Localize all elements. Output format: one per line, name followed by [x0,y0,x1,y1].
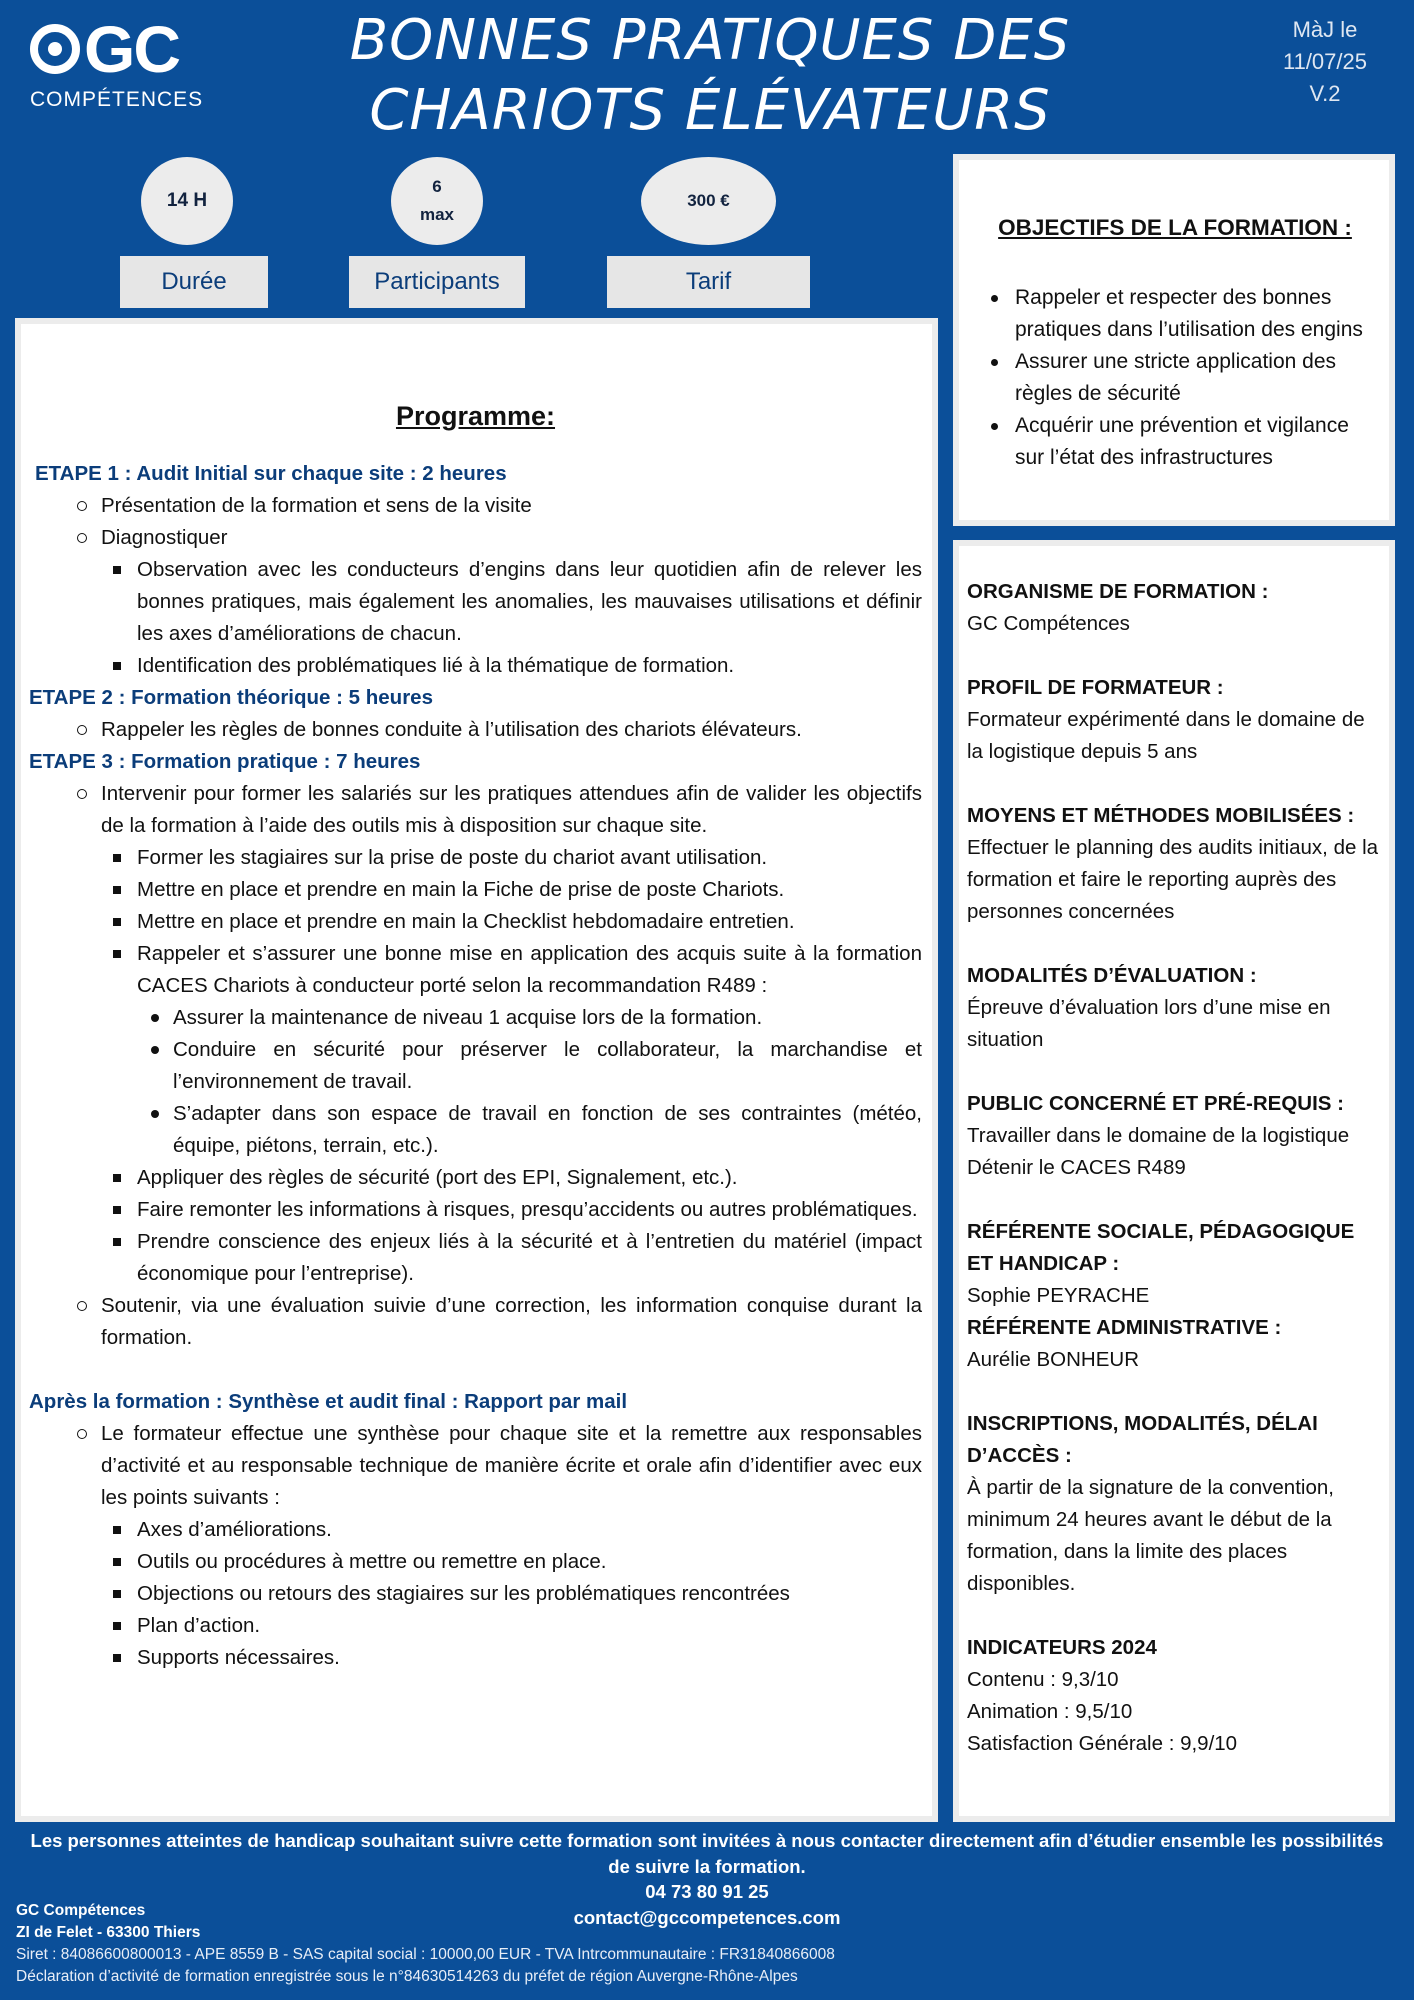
objectifs-panel [953,154,1395,526]
list-item: S’adapter dans son espace de travail en fonction de ses contraintes (météo, équipe, piétons, terrain, etc.). [173,1098,922,1162]
info-panel [953,540,1395,1822]
list-item: Intervenir pour former les salariés sur les pratiques attendues afin de valider les objectifs de la formation à l’aide des outils mis à disposition sur chaque site. [101,778,922,842]
public-heading: PUBLIC CONCERNÉ ET PRÉ-REQUIS : [967,1092,1344,1115]
referente-admin-value: Aurélie BONHEUR [967,1348,1140,1371]
programme-panel [15,318,938,1822]
list-item: Le formateur effectue une synthèse pour chaque site et la remettre aux responsables d’activité et au responsable technique de manière écrite et orale afin d’identifier avec eux les points suivants : [101,1418,922,1514]
list-item: Soutenir, via une évaluation suivie d’une correction, les information conquise durant la formation. [101,1290,922,1354]
list-item: Mettre en place et prendre en main la Fiche de prise de poste Chariots. [137,874,922,906]
etape-3-list [29,778,922,1354]
title-line-1: BONNES PRATIQUES DES [349,8,1071,73]
list-item: Objections ou retours des stagiaires sur les problématiques rencontrées [137,1578,922,1610]
price-badge [641,157,776,245]
indicateurs-heading: INDICATEURS 2024 [967,1636,1157,1659]
list-item: Observation avec les conducteurs d’engins dans leur quotidien afin de relever les bonnes pratiques, mais également les anomalies, les mauvaises utilisations et définir les axes d’améliorations de chacun. [137,554,922,650]
referente-value: Sophie PEYRACHE [967,1284,1150,1307]
price-value: 300 € [687,191,730,210]
etape-2-heading: ETAPE 2 : Formation théorique : 5 heures [29,686,433,709]
list-item: Supports nécessaires. [137,1642,922,1674]
list-item: Outils ou procédures à mettre ou remettre en place. [137,1546,922,1578]
participants-badge [391,157,483,245]
objectifs-list [971,282,1379,474]
indicateur-contenu: Contenu : 9,3/10 [967,1668,1119,1691]
profil-value: Formateur expérimenté dans le domaine de la logistique depuis 5 ans [967,708,1365,763]
participants-value: 6 [432,177,442,196]
moyens-heading: MOYENS ET MÉTHODES MOBILISÉES : [967,804,1355,827]
company-logo [30,12,220,116]
duration-value: 14 H [166,190,208,211]
footer-legal [16,1900,835,1988]
objectifs-title: OBJECTIFS DE LA FORMATION : [998,215,1352,240]
list-item: Identification des problématiques lié à la thématique de formation. [137,650,922,682]
company-name: GC Compétences [16,1902,146,1919]
contact-email[interactable]: contact@gccompetences.com [573,1906,841,1928]
footer [0,1828,1414,1985]
list-item: Présentation de la formation et sens de la visite [101,490,922,522]
org-heading: ORGANISME DE FORMATION : [967,580,1269,603]
list-item: Conduire en sécurité pour préserver le collaborateur, la marchandise et l’environnement de travail. [173,1034,922,1098]
company-address: ZI de Felet - 63300 Thiers [16,1924,201,1941]
list-item: Axes d’améliorations. [137,1514,922,1546]
moyens-value: Effectuer le planning des audits initiaux, de la formation et faire le reporting auprès des personnes concernées [967,836,1379,923]
legal-info: Siret : 84086600800013 - APE 8559 B - SAS capital social : 10000,00 EUR - TVA Intrcommunautaire : FR31840866008 [16,1946,835,1963]
phone-number[interactable]: 04 73 80 91 25 [645,1881,769,1902]
list-item: Assurer la maintenance de niveau 1 acquise lors de la formation. [173,1002,922,1034]
title-line-2: CHARIOTS ÉLÉVATEURS [369,78,1051,143]
etape-1-list [29,490,922,682]
participants-label: Participants [349,256,525,308]
list-item: Prendre conscience des enjeux liés à la sécurité et à l’entretien du matériel (impact économique pour l’entreprise). [137,1226,922,1290]
inscriptions-heading: INSCRIPTIONS, MODALITÉS, DÉLAI D’ACCÈS : [967,1412,1318,1467]
list-item: Rappeler les règles de bonnes conduite à l’utilisation des chariots élévateurs. [101,714,922,746]
org-value: GC Compétences [967,612,1130,635]
declaration-info: Déclaration d’activité de formation enregistrée sous le n°84630514263 du préfet de région Auvergne-Rhône-Alpes [16,1968,798,1985]
update-label: MàJ le [1292,17,1358,42]
logo-subtitle: COMPÉTENCES [30,88,204,111]
list-item: Assurer une stricte application des règles de sécurité [1015,346,1379,410]
participants-max: max [419,205,455,224]
logo-circle-icon [30,24,80,74]
profil-heading: PROFIL DE FORMATEUR : [967,676,1224,699]
list-item: Rappeler et s’assurer une bonne mise en application des acquis suite à la formation CACES Chariots à conducteur porté selon la recommandation R489 : [137,938,922,1002]
etape-2-list [29,714,922,746]
update-info [1245,14,1405,110]
list-item: Rappeler et respecter des bonnes pratiques dans l’utilisation des engins [1015,282,1379,346]
list-item: Faire remonter les informations à risques, presqu’accidents ou autres problématiques. [137,1194,922,1226]
referente-heading: RÉFÉRENTE SOCIALE, PÉDAGOGIQUE ET HANDICAP : [967,1220,1355,1275]
logo-text: GC [84,12,179,86]
list-item: Plan d’action. [137,1610,922,1642]
indicateur-satisfaction: Satisfaction Générale : 9,9/10 [967,1732,1238,1755]
apres-heading: Après la formation : Synthèse et audit final : Rapport par mail [29,1390,628,1413]
apres-list [29,1418,922,1674]
programme-title: Programme: [395,401,556,431]
list-item: Appliquer des règles de sécurité (port des EPI, Signalement, etc.). [137,1162,922,1194]
list-item: Diagnostiquer [101,522,922,554]
public-value-2: Détenir le CACES R489 [967,1156,1186,1179]
indicateur-animation: Animation : 9,5/10 [967,1700,1133,1723]
duration-label: Durée [120,256,268,308]
inscriptions-value: À partir de la signature de la convention, minimum 24 heures avant le début de la formation, dans la limite des places disponibles. [967,1476,1334,1595]
list-item: Acquérir une prévention et vigilance sur l’état des infrastructures [1015,410,1379,474]
referente-admin-heading: RÉFÉRENTE ADMINISTRATIVE : [967,1316,1282,1339]
page-title [330,6,1090,146]
modalites-heading: MODALITÉS D’ÉVALUATION : [967,964,1257,987]
modalites-value: Épreuve d’évaluation lors d’une mise en situation [967,996,1331,1051]
list-item: Former les stagiaires sur la prise de poste du chariot avant utilisation. [137,842,922,874]
public-value-1: Travailler dans le domaine de la logistique [967,1124,1350,1147]
list-item: Mettre en place et prendre en main la Checklist hebdomadaire entretien. [137,906,922,938]
handicap-notice: Les personnes atteintes de handicap souhaitant suivre cette formation sont invitées à nous contacter directement afin d’étudier ensemble les possibilités de suivre la formation. [30,1830,1384,1877]
etape-1-heading: ETAPE 1 : Audit Initial sur chaque site : 2 heures [35,462,507,485]
etape-3-heading: ETAPE 3 : Formation pratique : 7 heures [29,750,421,773]
version: V.2 [1309,81,1341,106]
price-label: Tarif [607,256,810,308]
update-date: 11/07/25 [1282,49,1367,74]
duration-badge [141,157,233,245]
